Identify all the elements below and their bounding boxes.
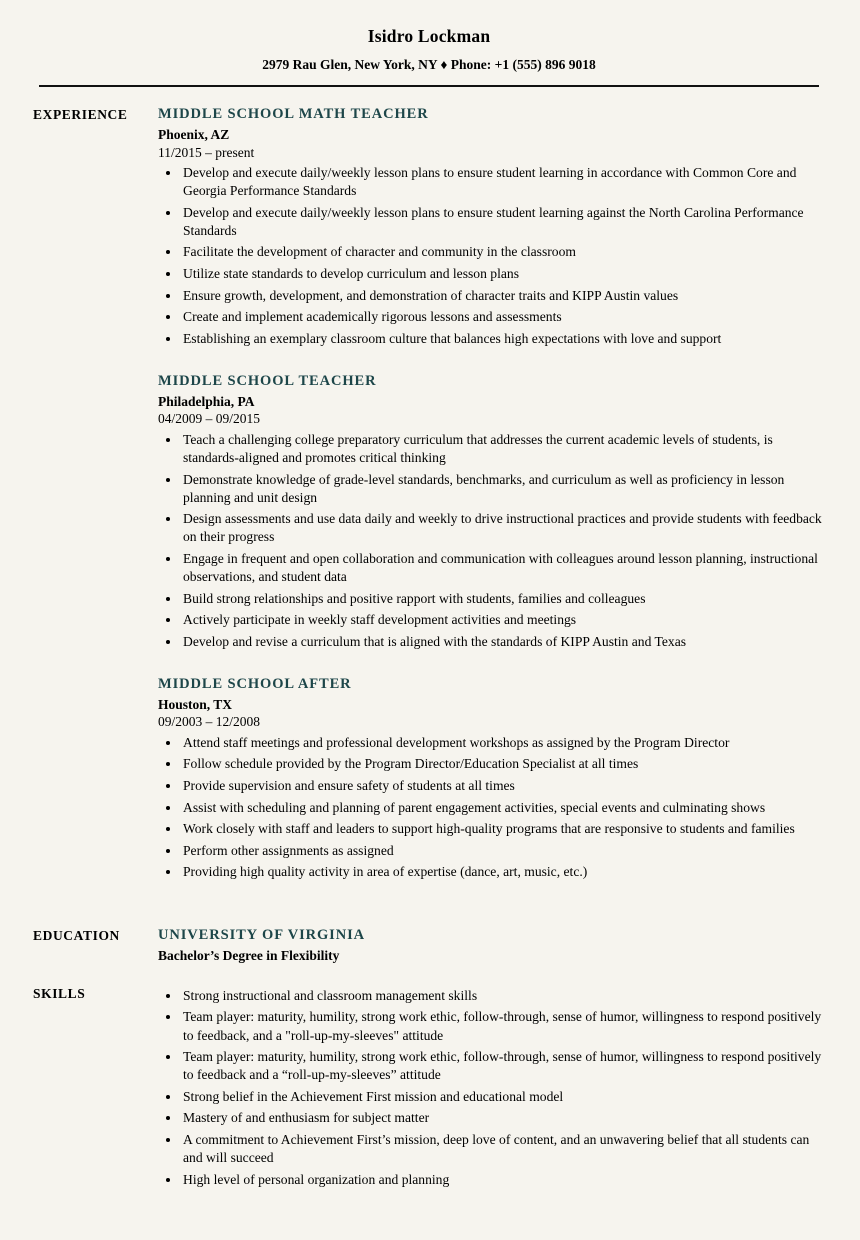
bullet-item: • Facilitate the development of character and community in the classroom bbox=[181, 243, 825, 261]
job-bullet-list bbox=[158, 164, 825, 348]
header-divider bbox=[39, 85, 819, 87]
bullet-item: • Mastery of and enthusiasm for subject matter bbox=[181, 1109, 825, 1127]
job-location: Philadelphia, PA bbox=[158, 393, 255, 409]
bullet-item: • Strong instructional and classroom management skills bbox=[181, 987, 825, 1005]
section-education bbox=[33, 927, 825, 964]
job-bullet-list bbox=[158, 734, 825, 882]
job-dates: 11/2015 – present bbox=[158, 144, 255, 160]
bullet-item: • Develop and execute daily/weekly lesson plans to ensure student learning against the North Carolina Performance Standards bbox=[181, 204, 825, 240]
education-content bbox=[158, 927, 825, 964]
bullet-item: • Strong belief in the Achievement First mission and educational model bbox=[181, 1088, 825, 1106]
job-location: Phoenix, AZ bbox=[158, 127, 230, 142]
bullet-item: • Develop and revise a curriculum that is aligned with the standards of KIPP Austin and Texas bbox=[181, 633, 825, 651]
bullet-item: • Team player: maturity, humility, strong work ethic, follow-through, sense of humor, willingness to respond positively to feedback, and a "roll-up-my-sleeves" attitude bbox=[181, 1008, 825, 1044]
section-label-skills: SKILLS bbox=[33, 985, 86, 1001]
section-label-experience: EXPERIENCE bbox=[33, 107, 128, 122]
bullet-item: • Perform other assignments as assigned bbox=[181, 842, 825, 860]
section-skills bbox=[33, 985, 825, 1192]
bullet-item: • Provide supervision and ensure safety of students at all times bbox=[181, 777, 825, 795]
job-entry-2 bbox=[158, 373, 825, 651]
section-label-education: EDUCATION bbox=[33, 927, 120, 943]
experience-content bbox=[158, 106, 825, 885]
bullet-item: • Work closely with staff and leaders to support high-quality programs that are responsive to students and families bbox=[181, 820, 825, 838]
degree: Bachelor’s Degree in Flexibility bbox=[158, 947, 340, 963]
school-name: UNIVERSITY OF VIRGINIA bbox=[158, 926, 365, 943]
bullet-item: • Design assessments and use data daily and weekly to drive instructional practices and provide students with feedback on their progress bbox=[181, 510, 825, 546]
bullet-item: • Develop and execute daily/weekly lesson plans to ensure student learning in accordance with Common Core and Georgia Performance Standards bbox=[181, 164, 825, 200]
contact-line: 2979 Rau Glen, New York, NY ♦ Phone: +1 (555) 896 9018 bbox=[262, 57, 596, 72]
bullet-item: • Follow schedule provided by the Program Director/Education Specialist at all times bbox=[181, 755, 825, 773]
section-experience bbox=[33, 106, 825, 885]
job-dates: 04/2009 – 09/2015 bbox=[158, 411, 261, 427]
bullet-item: • A commitment to Achievement First’s mission, deep love of content, and an unwavering belief that all students can and will succeed bbox=[181, 1131, 825, 1167]
bullet-item: • Teach a challenging college preparatory curriculum that addresses the current academic levels of students, is standards-aligned and promotes critical thinking bbox=[181, 431, 825, 467]
bullet-item: • Engage in frequent and open collaboration and communication with colleagues around lesson planning, instructional observations, and student data bbox=[181, 550, 825, 586]
bullet-item: • Actively participate in weekly staff development activities and meetings bbox=[181, 611, 825, 629]
resume-header bbox=[33, 26, 825, 87]
job-location: Houston, TX bbox=[158, 696, 233, 712]
bullet-item: • Establishing an exemplary classroom culture that balances high expectations with love and support bbox=[181, 330, 825, 348]
bullet-item: • Ensure growth, development, and demonstration of character traits and KIPP Austin values bbox=[181, 287, 825, 305]
job-entry-3 bbox=[158, 676, 825, 882]
job-title: MIDDLE SCHOOL MATH TEACHER bbox=[158, 106, 429, 122]
bullet-item: • Demonstrate knowledge of grade-level standards, benchmarks, and curriculum as well as proficiency in lesson planning and unit design bbox=[181, 471, 825, 507]
skills-bullet-list bbox=[158, 987, 825, 1189]
job-bullet-list bbox=[158, 431, 825, 651]
job-entry-1 bbox=[158, 106, 825, 348]
bullet-item: • Team player: maturity, humility, strong work ethic, follow-through, sense of humor, willingness to respond positively to feedback and a “roll-up-my-sleeves” attitude bbox=[181, 1048, 825, 1084]
bullet-item: • Assist with scheduling and planning of parent engagement activities, special events and culminating shows bbox=[181, 799, 825, 817]
bullet-item: • High level of personal organization and planning bbox=[181, 1171, 825, 1189]
person-name: Isidro Lockman bbox=[367, 26, 491, 46]
job-title: MIDDLE SCHOOL TEACHER bbox=[158, 372, 377, 389]
skills-content bbox=[158, 985, 825, 1192]
job-dates: 09/2003 – 12/2008 bbox=[158, 714, 261, 730]
bullet-item: • Attend staff meetings and professional development workshops as assigned by the Program Director bbox=[181, 734, 825, 752]
bullet-item: • Create and implement academically rigorous lessons and assessments bbox=[181, 308, 825, 326]
bullet-item: • Utilize state standards to develop curriculum and lesson plans bbox=[181, 265, 825, 283]
job-title: MIDDLE SCHOOL AFTER bbox=[158, 675, 352, 692]
bullet-item: • Build strong relationships and positive rapport with students, families and colleagues bbox=[181, 590, 825, 608]
bullet-item: • Providing high quality activity in area of expertise (dance, art, music, etc.) bbox=[181, 863, 825, 881]
